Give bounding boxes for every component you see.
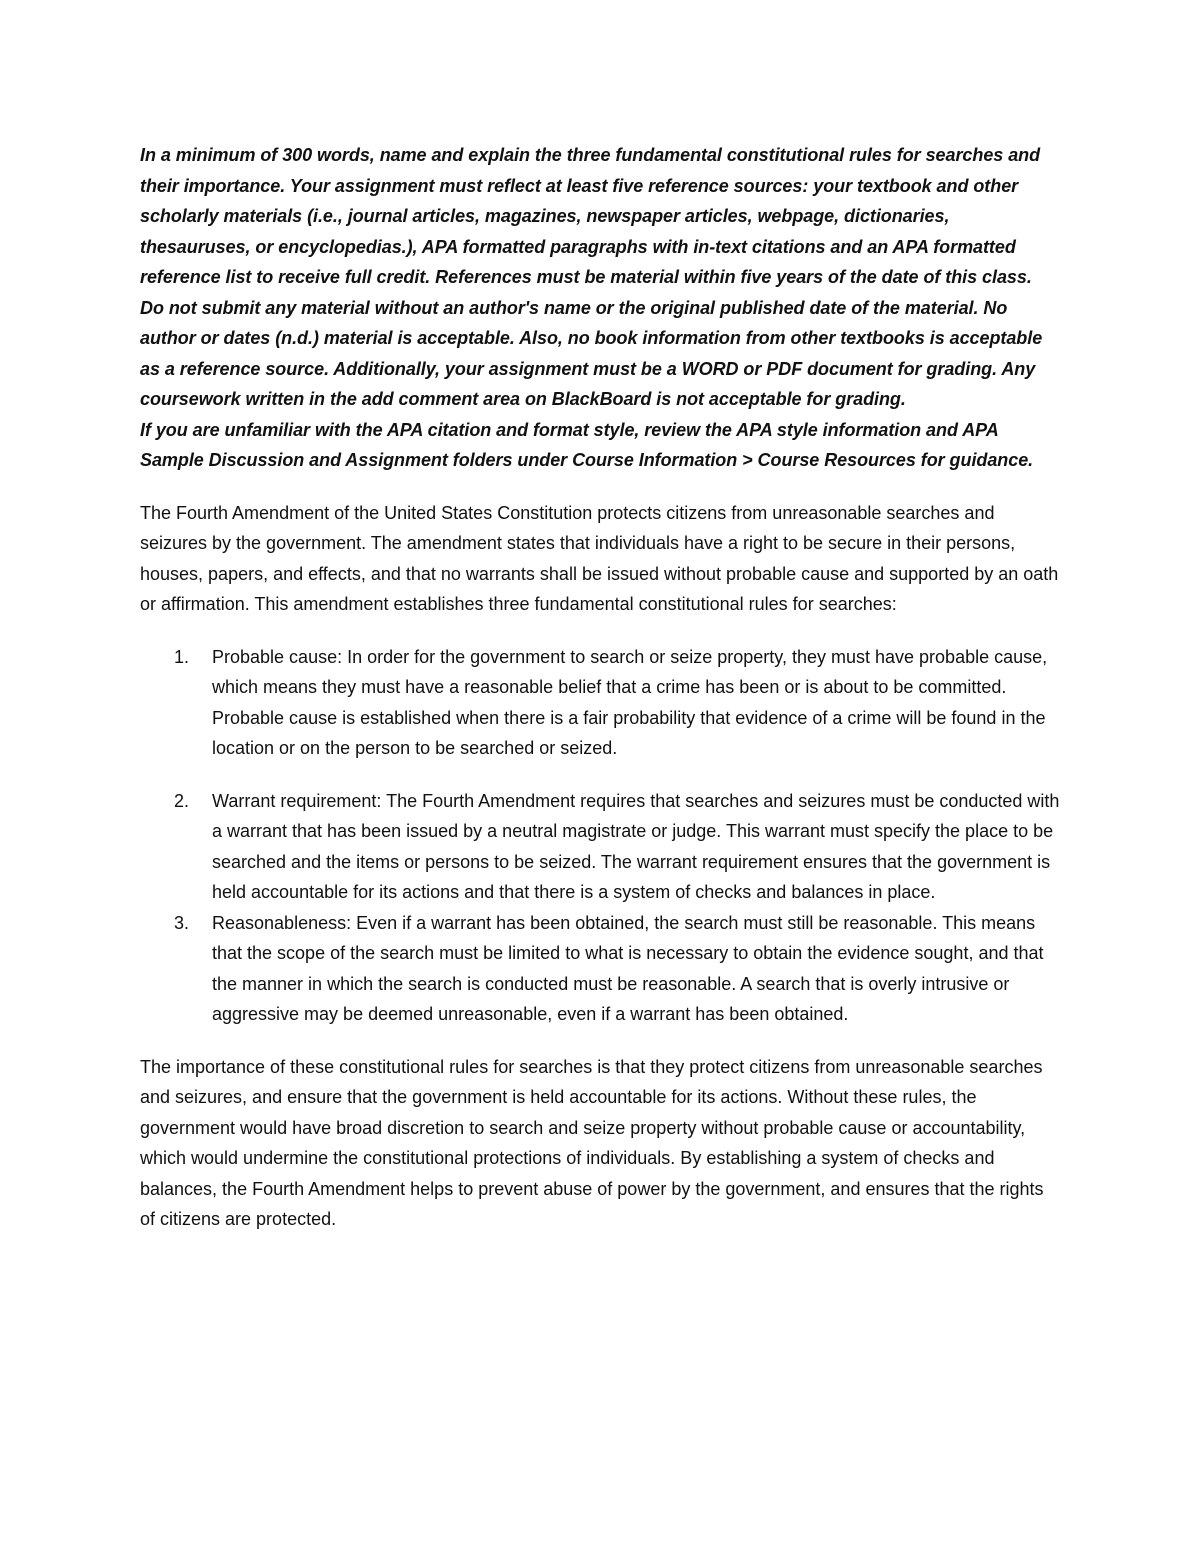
instructions-paragraph-2: Do not submit any material without an author's name or the original published date of the material. No author or dates (n.d.) material is acceptable. Also, no book information from other textbooks is acceptable as a reference source. Additionally, your assignment must be a WORD or PDF document for grading. Any coursework written in the add comment area on BlackBoard is not acceptable for grading. bbox=[140, 297, 1043, 409]
list-item-text: Probable cause: In order for the government to search or seize property, they must have probable cause, which means they must have a reasonable belief that a crime has been or is about to be committed. Probable cause is established when there is a fair probability that evidence of a crime will be found in the location or on the person to be searched or seized. bbox=[212, 646, 1048, 758]
list-number: 3. bbox=[174, 912, 190, 933]
list-item-rule-3 bbox=[140, 908, 1060, 1030]
essay-closing: The importance of these constitutional rules for searches is that they protect citizens from unreasonable searches and seizures, and ensure that the government is held accountable for its actions. Without these rules, the government would have broad discretion to search and seize property without probable cause or accountability, which would undermine the constitutional protections of individuals. By establishing a system of checks and balances, the Fourth Amendment helps to prevent abuse of power by the government, and ensures that the rights of citizens are protected. bbox=[140, 1056, 1044, 1229]
instructions-paragraph-3: If you are unfamiliar with the APA citation and format style, review the APA style information and APA Sample Discussion and Assignment folders under Course Information > Course Resources for guidance. bbox=[140, 419, 1034, 470]
list-item-text: Warrant requirement: The Fourth Amendment requires that searches and seizures must be conducted with a warrant that has been issued by a neutral magistrate or judge. This warrant must specify the place to be searched and the items or persons to be seized. The warrant requirement ensures that the government is held accountable for its actions and that there is a system of checks and balances in place. bbox=[212, 790, 1060, 902]
list-item-text: Reasonableness: Even if a warrant has been obtained, the search must still be reasonable. This means that the scope of the search must be limited to what is necessary to obtain the evidence sought, and that the manner in which the search is conducted must be reasonable. A search that is overly intrusive or aggressive may be deemed unreasonable, even if a warrant has been obtained. bbox=[212, 912, 1044, 1024]
rules-list bbox=[140, 642, 1060, 1030]
assignment-instructions bbox=[140, 140, 1060, 476]
instructions-paragraph-1: In a minimum of 300 words, name and explain the three fundamental constitutional rules for searches and their importance. Your assignment must reflect at least five reference sources: your textbook and other scholarly materials (i.e., journal articles, magazines, newspaper articles, webpage, dictionaries, thesauruses, or encyclopedias.), APA formatted paragraphs with in-text citations and an APA formatted reference list to receive full credit. References must be material within five years of the date of this class. bbox=[140, 145, 1041, 287]
list-number: 2. bbox=[174, 790, 190, 811]
list-number: 1. bbox=[174, 646, 190, 667]
list-item-rule-2 bbox=[140, 786, 1060, 908]
list-item-rule-1 bbox=[140, 642, 1060, 764]
document-content bbox=[140, 140, 1060, 1235]
essay-intro: The Fourth Amendment of the United States Constitution protects citizens from unreasonable searches and seizures by the government. The amendment states that individuals have a right to be secure in their persons, houses, papers, and effects, and that no warrants shall be issued without probable cause and supported by an oath or affirmation. This amendment establishes three fundamental constitutional rules for searches: bbox=[140, 502, 1059, 614]
